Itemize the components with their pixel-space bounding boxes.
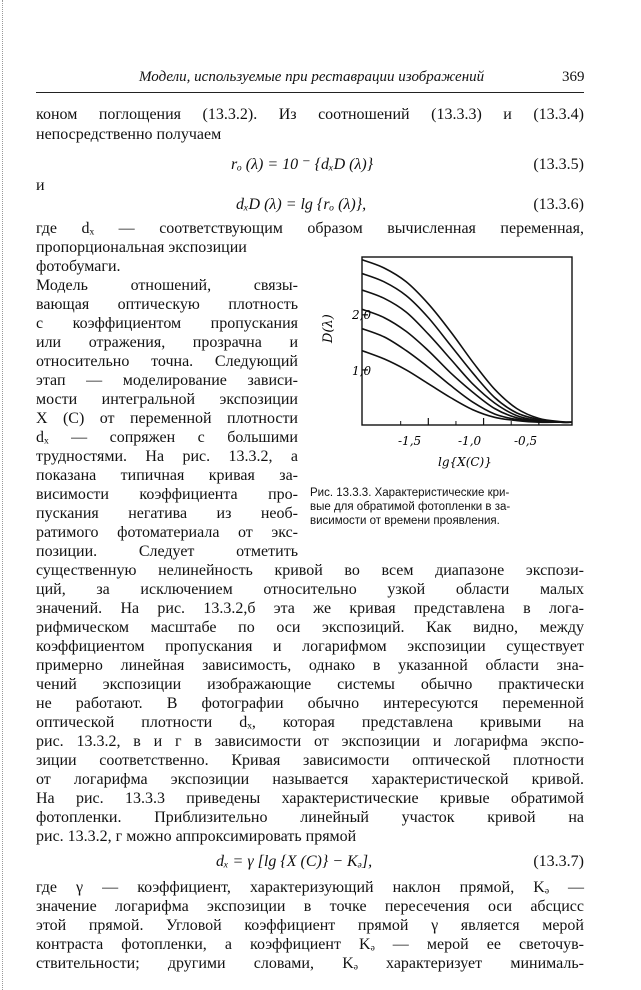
characteristic-curves-chart: [310, 245, 590, 475]
text-line: не работают. В фотографии обычно интересуются переменной: [36, 695, 584, 712]
equation-13-3-6: dₓD (λ) = lg {rₒ (λ)},: [236, 196, 367, 213]
text-line: мости интегральной экспозиции: [36, 391, 298, 408]
text-line: ратимого фотоматериала от экс-: [36, 524, 298, 541]
header-rule: [36, 92, 584, 93]
text-line: dₓ — сопряжен с большими: [36, 429, 298, 446]
series-line-curve-3: [362, 290, 572, 422]
series-line-curve-5: [362, 329, 572, 423]
equation-number: (13.3.7): [533, 853, 584, 870]
text-line: коном поглощения (13.3.2). Из соотношений (13.3.3) и (13.3.4): [36, 106, 584, 123]
text-line: примерно линейная зависимость, однако в указанной области зна-: [36, 657, 584, 674]
text-line: существенную нелинейность кривой во всем диапазоне экспози-: [36, 562, 584, 579]
text-line: висимости коэффициента про-: [36, 486, 298, 503]
text-line: ций, за исключением относительно узкой области малых: [36, 581, 584, 598]
x-tick-label: -1,5: [398, 434, 422, 448]
series-line-curve-2: [362, 274, 572, 423]
text-line: Модель отношений, связы-: [36, 277, 298, 294]
text-line: На рис. 13.3.3 приведены характеристические кривые обратимой: [36, 790, 584, 807]
scan-edge: [2, 0, 4, 990]
text-line: фотопленки. Приблизительно линейный участок кривой на: [36, 809, 584, 826]
figure-caption-line: Рис. 13.3.3. Характеристические кри-: [310, 487, 510, 499]
equation-number: (13.3.5): [533, 156, 584, 173]
text-line: контраста фотопленки, а коэффициент Kₔ — мерой ее светочув-: [36, 936, 584, 953]
text-line: зиции соответственно. Кривая зависимости оптической плотности: [36, 752, 584, 769]
equation-number: (13.3.6): [533, 196, 584, 213]
figure-caption-line: висимости от времени проявления.: [310, 515, 500, 527]
text-line: коэффициентом пропускания и логарифмом экспозиции существует: [36, 638, 584, 655]
y-axis-label: D(λ): [321, 314, 336, 343]
text-line: X (C) от переменной плотности: [36, 410, 298, 427]
text-line: позиции. Следует отметить: [36, 543, 298, 560]
text-line: пускания негатива из необ-: [36, 505, 298, 522]
text-line: трудностями. На рис. 13.3.2, а: [36, 448, 298, 465]
text-line: этап — моделирование зависи-: [36, 372, 298, 389]
equation-13-3-7: dₓ = γ [lg {X (C)} − Kₔ],: [216, 853, 373, 870]
text-line: где dₓ — соответствующим образом вычисленная переменная,: [36, 220, 584, 237]
text-line: рис. 13.3.2, г можно аппроксимировать прямой: [36, 828, 357, 845]
text-line: пропорциональная экспозиции: [36, 239, 247, 256]
text-line: с коэффициентом пропускания: [36, 315, 298, 332]
text-line: значений. На рис. 13.3.2,б эта же кривая представлена в лога-: [36, 600, 584, 617]
equation-13-3-5: rₒ (λ) = 10 ⁻ {dₓD (λ)}: [231, 156, 374, 173]
text-line: рифмическом масштабе по оси экспозиций. Как видно, между: [36, 619, 584, 636]
text-line: вающая оптическую плотность: [36, 296, 298, 313]
text-line: и: [36, 177, 45, 194]
page-number: 369: [562, 69, 585, 85]
text-line: этой прямой. Угловой коэффициент прямой γ является мерой: [36, 917, 584, 934]
text-line: относительно точна. Следующий: [36, 353, 298, 370]
text-line: где γ — коэффициент, характеризующий наклон прямой, Kₔ —: [36, 879, 584, 896]
text-line: рис. 13.3.2, в и г в зависимости от экспозиции и логарифма экспо-: [36, 733, 584, 750]
plot-frame: [362, 257, 572, 425]
running-title: Модели, используемые при реставрации изображений: [139, 69, 485, 85]
figure-caption-line: вые для обратимой фотопленки в за-: [310, 501, 511, 513]
text-line: значение логарифма экспозиции в точке пересечения оси абсцисс: [36, 898, 584, 915]
x-axis-label: lg{X(C)}: [438, 455, 492, 469]
text-line: чений экспозиции изображающие системы обычно практически: [36, 676, 584, 693]
x-tick-label: -1,0: [458, 434, 482, 448]
text-line: оптической плотности dₓ, которая представлена кривыми на: [36, 714, 584, 731]
y-tick-label: 2,0: [352, 308, 372, 322]
text-line: показана типичная кривая за-: [36, 467, 298, 484]
y-tick-label: 1,0: [352, 364, 372, 378]
text-line: от логарифма экспозиции называется характеристической кривой.: [36, 771, 584, 788]
text-line: ствительности; другими словами, Kₔ характеризует минималь-: [36, 955, 584, 972]
text-line: непосредственно получаем: [36, 126, 222, 143]
text-line: или отражения, прозрачна и: [36, 334, 298, 351]
text-line: фотобумаги.: [36, 258, 121, 275]
x-tick-label: -0,5: [514, 434, 538, 448]
